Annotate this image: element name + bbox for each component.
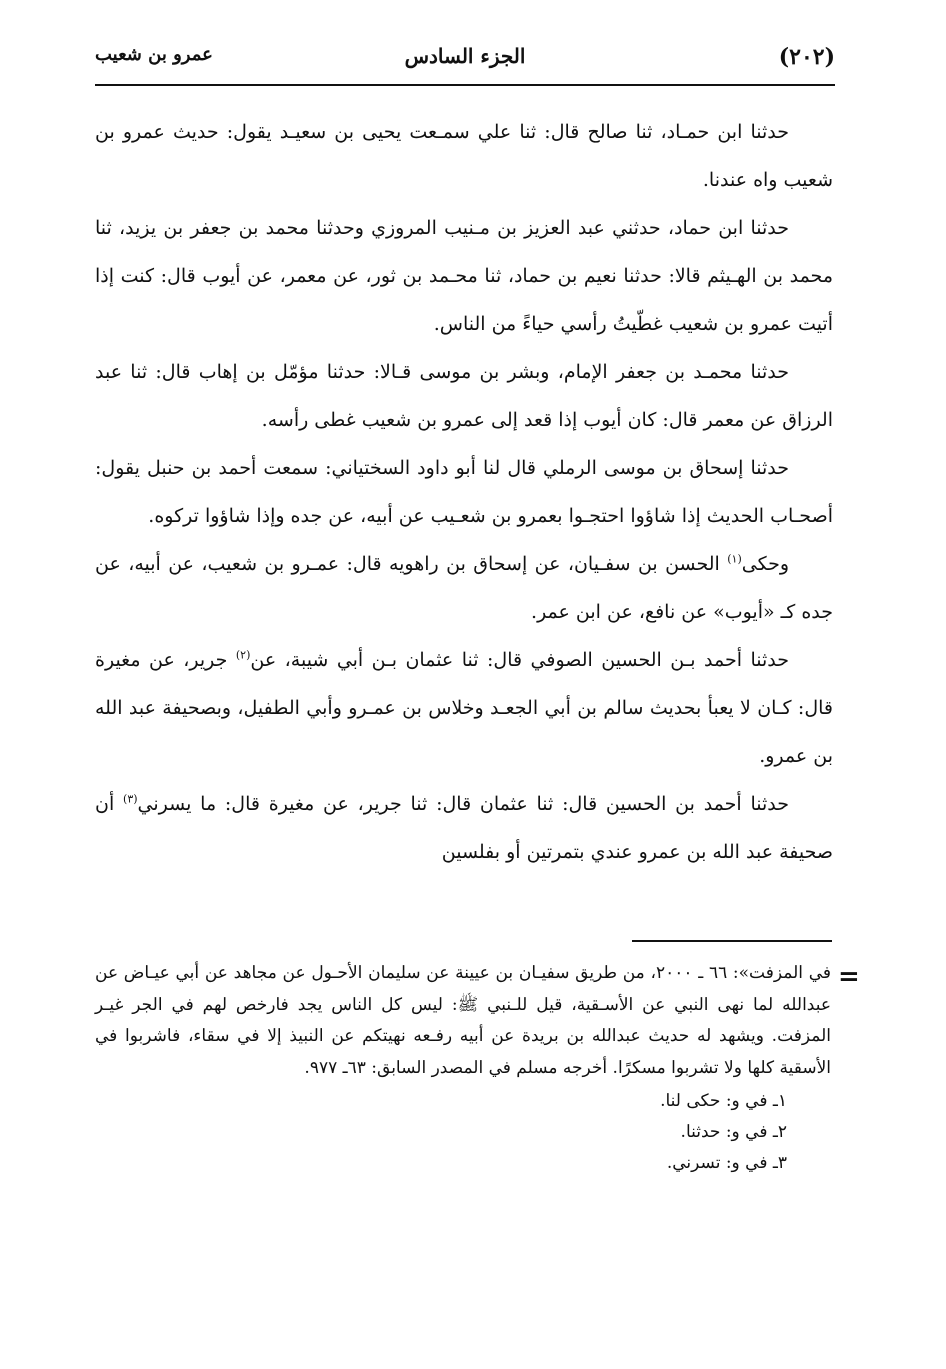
footnote-item: ١ـ في و: حكى لنا.	[660, 1091, 787, 1111]
volume-title: الجزء السادس	[404, 44, 526, 68]
paragraph-text: حدثنا أحمد بن الحسين قال: ثنا عثمان قال: ثنا جرير، عن مغيرة قال: ما يسرني	[137, 793, 789, 815]
paragraph	[95, 540, 833, 636]
paragraph-text: جرير، عن مغيرة قال: كـان لا يعبأ بحديث سالم بن أبي الجعـد وخلاس بن عمـرو وأبي الطفيل، وبصحيفة عبد الله بن عمرو.	[95, 649, 833, 767]
paragraph-text: حدثنا أحمد بـن الحسين الصوفي قال: ثنا عثمان بـن أبي شيبة، عن	[250, 649, 789, 671]
footnote-item: ٣ـ في و: تسرني.	[666, 1153, 787, 1173]
paragraph-text: أن صحيفة عبد الله بن عمرو عندي بتمرتين أو بفلسين	[95, 793, 833, 863]
paragraph-text: الحسن بن سفـيان، عن إسحاق بن راهويه قال: عمـرو بن شعيب، عن أبيه، عن جده كـ «أيوب» عن نافع، عن ابن عمر.	[95, 553, 833, 623]
paragraph	[95, 636, 833, 780]
footnote-item: ٢ـ في و: حدثنا.	[680, 1122, 787, 1142]
footnotes	[95, 958, 831, 1179]
footnote-ref: (٣)	[123, 792, 138, 806]
continuation-mark: =	[838, 962, 860, 992]
footnote-ref: (١)	[727, 552, 742, 566]
page-header	[95, 40, 835, 80]
footnote-continuation: في المزفت»: ٦٦ ـ ٢٠٠٠، من طريق سفيـان بن عيينة عن سليمان الأحـول عن مجاهد عن أبي عيـاض عن عبدالله لما نهى النبي عن الأسـقية، قيل للـنبي ﷺ: ليس كل الناس يجد فارخص لهم في الجر غيـر المزفت. ويشهد له حديث عبدالله بن بريدة عن أبيه رفـعه نهيتكم عن النبيذ إلا في سقاء، فاشربوا في الأسقية كلها ولا تشربوا مسكرًا. أخرجه مسلم في المصدر السابق: ٦٣ـ ٩٧٧.	[95, 963, 831, 1078]
page-number: (٢٠٢)	[778, 44, 835, 70]
footnote-ref: (٢)	[235, 648, 251, 662]
footnote-list	[95, 1086, 831, 1179]
paragraph: حدثنا محمـد بن جعفر الإمام، وبشر بن موسى قـالا: حدثنا مؤمّل بن إهاب قال: ثنا عبد الرزاق عن معمر قال: كان أيوب إذا قعد إلى عمرو بن شعيب غطى رأسه.	[95, 361, 833, 431]
paragraph: حدثنا ابن حماد، حدثني عبد العزيز بن مـنيب المروزي وحدثنا محمد بن جعفر بن يزيد، ثنا محمد بن الهـيثم قالا: حدثنا نعيم بن حماد، ثنا محـمد بن ثور، عن معمر، عن أيوب قال: كنت إذا أتيت عمرو بن شعيب غطّيتُ رأسي حياءً من الناس.	[95, 217, 833, 335]
running-title: عمرو بن شعيب	[95, 44, 213, 65]
paragraph: حدثنا ابن حمـاد، ثنا صالح قال: ثنا علي سمـعت يحيى بن سعيـد يقول: حديث عمرو بن شعيب واه عندنا.	[95, 121, 833, 191]
main-text	[95, 108, 833, 876]
header-rule	[95, 84, 835, 86]
paragraph: حدثنا إسحاق بن موسى الرملي قال لنا أبو داود السختياني: سمعت أحمد بن حنبل يقول: أصحـاب الحديث إذا شاؤوا احتجـوا بعمرو بن شعـيب عن أبيه، عن جده وإذا شاؤوا تركوه.	[95, 457, 833, 527]
footnote-rule	[632, 940, 832, 942]
paragraph-text: وحكى	[741, 553, 789, 575]
paragraph	[95, 780, 833, 876]
